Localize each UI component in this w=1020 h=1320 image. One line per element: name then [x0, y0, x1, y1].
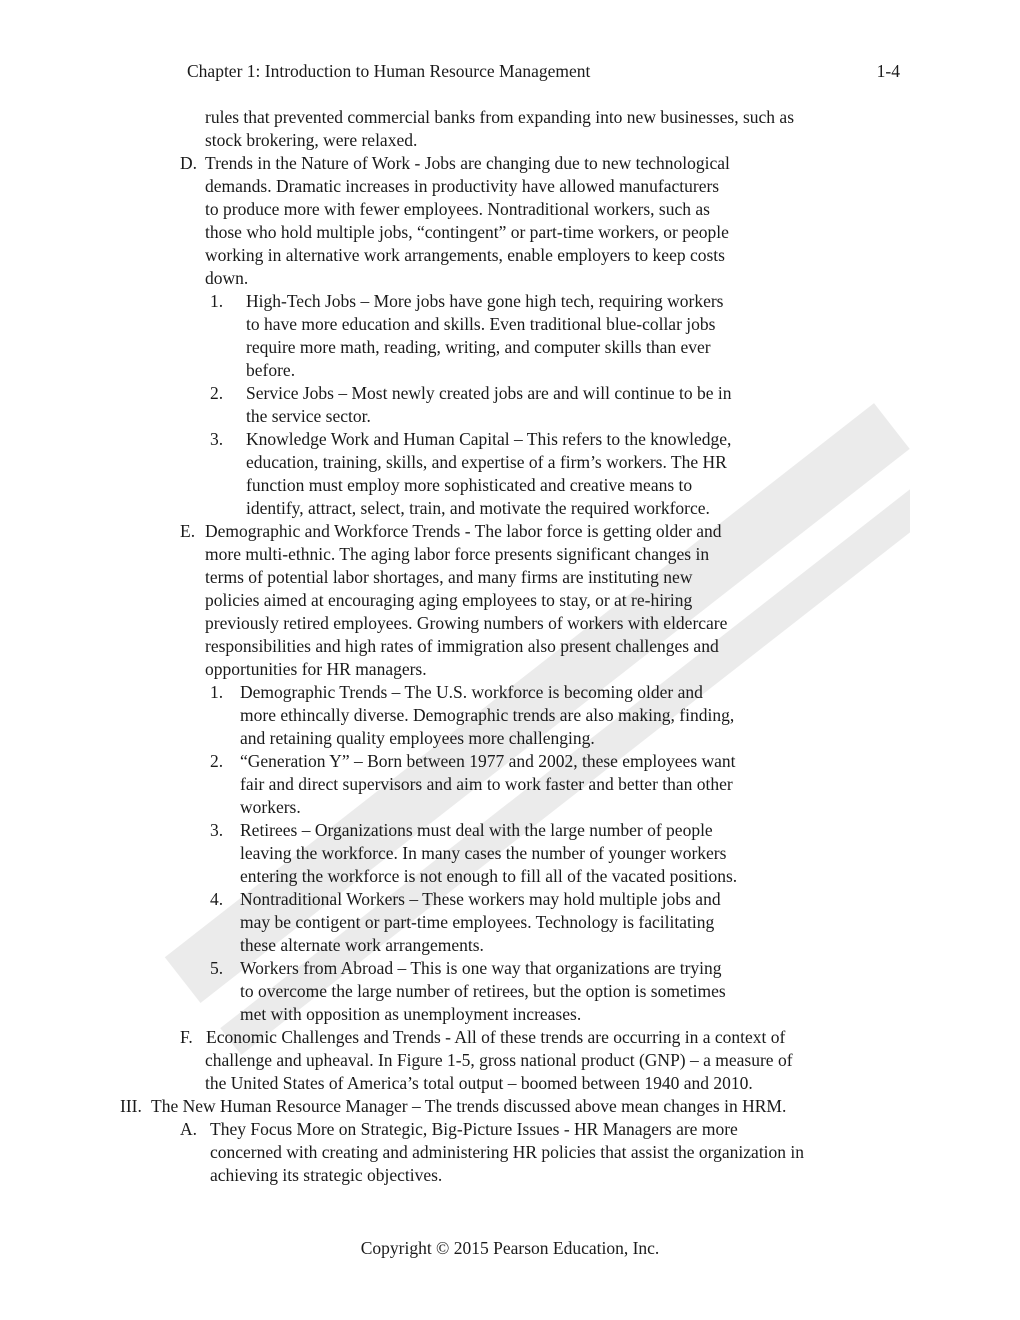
section-iii-a-line: They Focus More on Strategic, Big-Picture Issues - HR Managers are more	[210, 1119, 738, 1139]
section-d-line: those who hold multiple jobs, “contingent” or part-time workers, or people	[205, 222, 729, 242]
section-d-line: to produce more with fewer employees. Nontraditional workers, such as	[205, 199, 710, 219]
list-item-line: Retirees – Organizations must deal with the large number of people	[240, 820, 713, 840]
list-item-line: education, training, skills, and expertise of a firm’s workers. The HR	[246, 452, 727, 472]
list-item-line: entering the workforce is not enough to fill all of the vacated positions.	[240, 866, 738, 886]
list-number: 4.	[210, 889, 224, 909]
section-f-line: Economic Challenges and Trends - All of these trends are occurring in a context of	[206, 1027, 786, 1047]
section-f-line: the United States of America’s total output – boomed between 1940 and 2010.	[205, 1073, 753, 1093]
intro-line: stock brokering, were relaxed.	[205, 130, 418, 150]
list-item-line: workers.	[240, 797, 301, 817]
list-item-line: more ethincally diverse. Demographic trends are also making, finding,	[240, 705, 735, 725]
list-item-line: High-Tech Jobs – More jobs have gone high tech, requiring workers	[246, 291, 724, 311]
section-iii-a-line: concerned with creating and administering HR policies that assist the organization in	[210, 1142, 805, 1162]
section-e-line: previously retired employees. Growing numbers of workers with eldercare	[205, 613, 728, 633]
list-item-line: require more math, reading, writing, and computer skills than ever	[246, 337, 711, 357]
intro-line: rules that prevented commercial banks from expanding into new businesses, such as	[205, 107, 795, 127]
section-d-label: D.	[180, 153, 198, 173]
page-header	[187, 60, 900, 83]
section-iii-a-label: A.	[180, 1119, 198, 1139]
list-number: 3.	[210, 429, 224, 449]
section-e-line: terms of potential labor shortages, and many firms are instituting new	[205, 567, 693, 587]
list-item-line: identify, attract, select, train, and motivate the required workforce.	[246, 498, 710, 518]
list-item-line: Workers from Abroad – This is one way that organizations are trying	[240, 958, 722, 978]
section-iii-label: III.	[120, 1096, 142, 1116]
section-e-line: more multi-ethnic. The aging labor force presents significant changes in	[205, 544, 710, 564]
chapter-title: Chapter 1: Introduction to Human Resource Management	[187, 61, 591, 81]
list-item-line: “Generation Y” – Born between 1977 and 2002, these employees want	[240, 751, 736, 771]
list-number: 2.	[210, 751, 224, 771]
list-item-line: may be contigent or part-time employees. Technology is facilitating	[240, 912, 715, 932]
list-item-line: fair and direct supervisors and aim to work faster and better than other	[240, 774, 733, 794]
list-item-line: and retaining quality employees more challenging.	[240, 728, 595, 748]
list-item-line: Demographic Trends – The U.S. workforce is becoming older and	[240, 682, 703, 702]
list-item-line: Knowledge Work and Human Capital – This refers to the knowledge,	[246, 429, 732, 449]
section-d-line: Trends in the Nature of Work - Jobs are changing due to new technological	[205, 153, 730, 173]
list-item-line: before.	[246, 360, 296, 380]
copyright-footer: Copyright © 2015 Pearson Education, Inc.	[360, 1238, 660, 1258]
section-iii-heading: The New Human Resource Manager – The trends discussed above mean changes in HRM.	[151, 1096, 787, 1116]
list-item-line: to have more education and skills. Even traditional blue-collar jobs	[246, 314, 716, 334]
list-item-line: to overcome the large number of retirees, but the option is sometimes	[240, 981, 726, 1001]
section-e-label: E.	[180, 521, 196, 541]
section-e-line: opportunities for HR managers.	[205, 659, 427, 679]
section-d-line: working in alternative work arrangements, enable employers to keep costs	[205, 245, 725, 265]
list-item-line: Service Jobs – Most newly created jobs are and will continue to be in	[246, 383, 732, 403]
list-item-line: Nontraditional Workers – These workers may hold multiple jobs and	[240, 889, 721, 909]
list-item-line: leaving the workforce. In many cases the number of younger workers	[240, 843, 727, 863]
list-number: 2.	[210, 383, 224, 403]
list-number: 1.	[210, 291, 224, 311]
section-e-line: responsibilities and high rates of immigration also present challenges and	[205, 636, 719, 656]
list-item-line: the service sector.	[246, 406, 371, 426]
section-d-line: demands. Dramatic increases in productivity have allowed manufacturers	[205, 176, 720, 196]
list-item-line: these alternate work arrangements.	[240, 935, 484, 955]
list-number: 5.	[210, 958, 224, 978]
page-number: 1-4	[876, 61, 900, 81]
section-iii-a-line: achieving its strategic objectives.	[210, 1165, 443, 1185]
section-d-line: down.	[205, 268, 249, 288]
list-item-line: function must employ more sophisticated and creative means to	[246, 475, 693, 495]
section-e-line: policies aimed at encouraging aging employees to stay, or at re-hiring	[205, 590, 693, 610]
section-f-line: challenge and upheaval. In Figure 1-5, gross national product (GNP) – a measure of	[205, 1050, 793, 1070]
list-number: 1.	[210, 682, 224, 702]
list-number: 3.	[210, 820, 224, 840]
list-item-line: met with opposition as unemployment increases.	[240, 1004, 582, 1024]
section-e-line: Demographic and Workforce Trends - The labor force is getting older and	[205, 521, 722, 541]
section-f-label: F.	[180, 1027, 193, 1047]
